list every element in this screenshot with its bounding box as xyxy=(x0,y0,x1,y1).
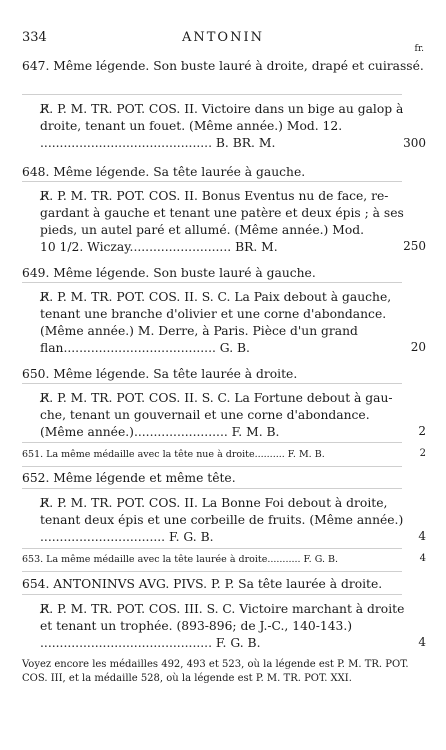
divider xyxy=(22,282,402,283)
reverse-line: tenant une branche d'olivier et une corne d'abondance. xyxy=(40,307,387,321)
reverse-line: ................................ F. G. B. xyxy=(40,530,214,544)
entry-652-reverse xyxy=(22,495,445,546)
price-650: 2 xyxy=(418,424,426,438)
page-number: 334 xyxy=(22,30,47,45)
entry-650-reverse xyxy=(22,390,445,441)
footnote: Voyez encore les médailles 492, 493 et 523, où la légende est P. M. TR. POT. COS. III, et la médaille 528, où la légende est P. M. TR. POT. XXI. xyxy=(22,659,409,684)
entry-654-reverse xyxy=(22,601,445,652)
entry-647-obverse: 647. Même légende. Son buste lauré à droite, drapé et cuirassé. xyxy=(22,59,424,73)
reverse-line: ............................................ B. BR. M. xyxy=(40,136,276,150)
reverse-line: R̸. P. M. TR. POT. COS. II. La Bonne Foi debout à droite, xyxy=(40,496,388,510)
price-654: 4 xyxy=(418,635,426,649)
entry-649-obverse: 649. Même légende. Son buste lauré à gauche. xyxy=(22,266,316,280)
price-653: 4 xyxy=(419,553,426,564)
reverse-line: (Même année.)........................ F. M. B. xyxy=(40,425,280,439)
divider xyxy=(22,442,402,443)
entry-648-obverse: 648. Même légende. Sa tête laurée à gauche. xyxy=(22,165,306,179)
divider xyxy=(22,94,402,95)
reverse-line: che, tenant un gouvernail et une corne d'abondance. xyxy=(40,408,370,422)
reverse-line: ............................................ F. G. B. xyxy=(40,636,261,650)
page-header xyxy=(22,30,424,54)
entry-649-reverse xyxy=(22,289,445,357)
reverse-line: 10 1/2. Wiczay.......................... BR. M. xyxy=(40,240,278,254)
price-651: 2 xyxy=(419,448,426,459)
reverse-line: et tenant un trophée. (893-896; de J.-C., 140-143.) xyxy=(40,619,353,633)
entry-651: 651. La même médaille avec la tête nue à droite.......... F. M. B. xyxy=(22,449,325,460)
page-title: ANTONIN xyxy=(182,30,264,45)
reverse-line: pieds, un autel paré et allumé. (Même année.) Mod. xyxy=(40,223,365,237)
divider xyxy=(22,488,402,489)
entry-653: 653. La même médaille avec la tête laurée à droite........... F. G. B. xyxy=(22,554,339,565)
divider xyxy=(22,594,402,595)
entry-650-obverse: 650. Même légende. Sa tête laurée à droite. xyxy=(22,367,298,381)
reverse-line: R̸. P. M. TR. POT. COS. II. Bonus Eventus nu de face, re- xyxy=(40,189,389,203)
entry-648-reverse xyxy=(22,188,445,256)
price-649: 20 xyxy=(410,340,426,354)
divider xyxy=(22,466,402,467)
divider xyxy=(22,383,402,384)
reverse-line: R̸. P. M. TR. POT. COS. III. S. C. Victoire marchant à droite xyxy=(40,602,405,616)
entry-652-obverse: 652. Même légende et même tête. xyxy=(22,471,236,485)
entry-647-reverse xyxy=(22,101,445,152)
price-647: 300 xyxy=(403,136,426,150)
price-652: 4 xyxy=(418,529,426,543)
divider xyxy=(22,181,402,182)
reverse-line: gardant à gauche et tenant une patère et deux épis ; à ses xyxy=(40,206,404,220)
reverse-line: tenant deux épis et une corbeille de fruits. (Même année.) xyxy=(40,513,404,527)
reverse-line: R̸. P. M. TR. POT. COS. II. S. C. La Fortune debout à gau- xyxy=(40,391,393,405)
entry-654-obverse: 654. ANTONINVS AVG. PIVS. P. P. Sa tête laurée à droite. xyxy=(22,577,383,591)
divider xyxy=(22,548,402,549)
reverse-line: (Même année.) M. Derre, à Paris. Pièce d'un grand xyxy=(40,324,358,338)
reverse-line: droite, tenant un fouet. (Même année.) Mod. 12. xyxy=(40,119,343,133)
price-column-label: fr. xyxy=(414,44,424,54)
reverse-line: R̸. P. M. TR. POT. COS. II. S. C. La Paix debout à gauche, xyxy=(40,290,392,304)
reverse-line: flan....................................... G. B. xyxy=(40,341,250,355)
price-648: 250 xyxy=(403,239,426,253)
reverse-line: R̸. P. M. TR. POT. COS. II. Victoire dans un bige au galop à xyxy=(40,102,404,116)
divider xyxy=(22,571,402,572)
